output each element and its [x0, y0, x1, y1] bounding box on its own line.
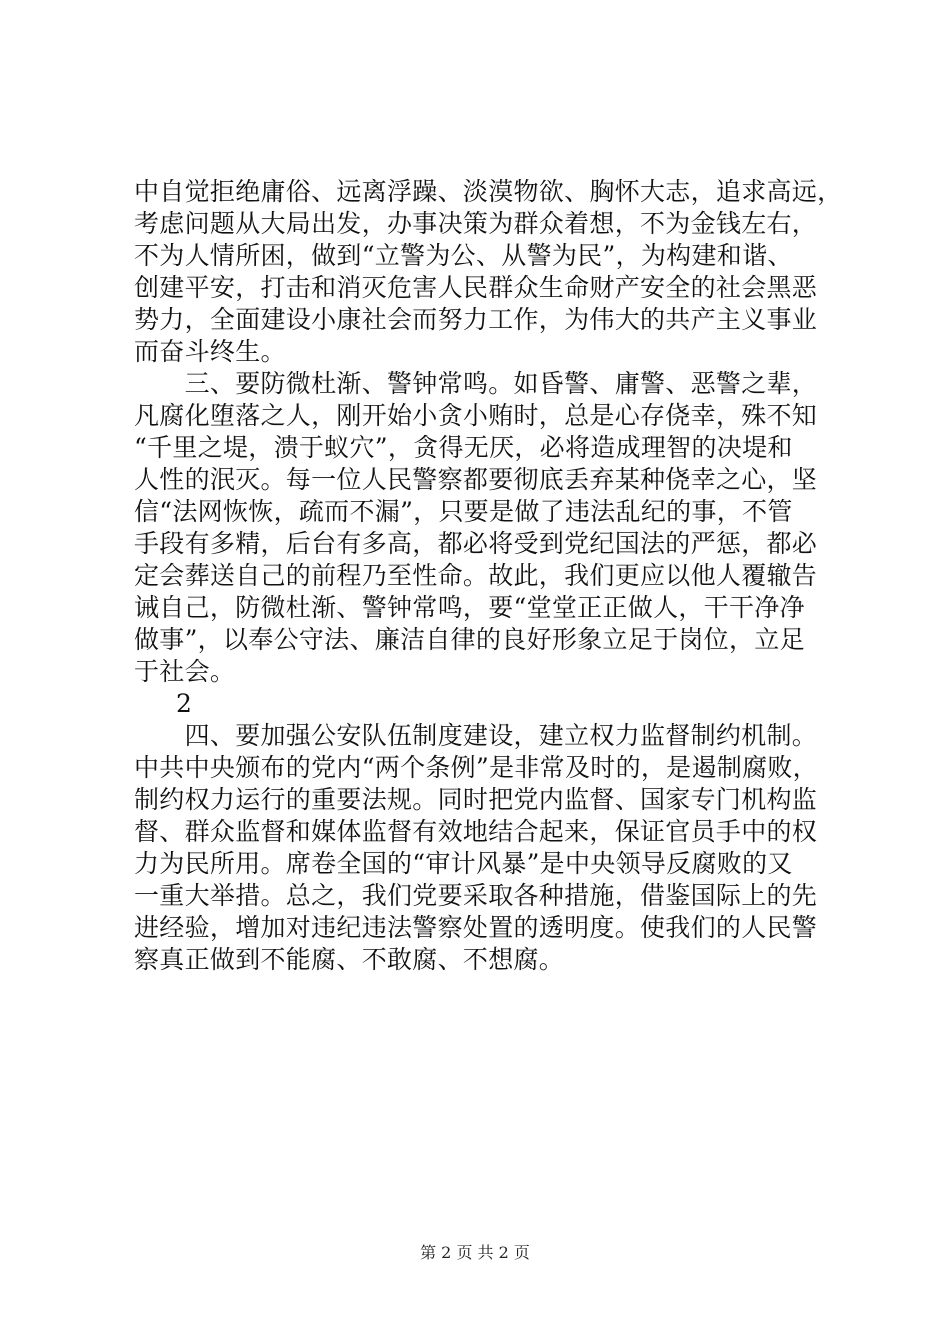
body-line: 不为人情所困，做到“立警为公、从警为民”，为构建和谐、	[134, 241, 793, 270]
body-line: 一重大举措。总之，我们党要采取各种措施，借鉴国际上的先	[134, 881, 818, 910]
body-line: 信“法网恢恢，疏而不漏”，只要是做了违法乱纪的事，不管	[134, 497, 793, 526]
body-line: 考虑问题从大局出发，办事决策为群众着想，不为金钱左右，	[134, 209, 818, 238]
body-line: 诫自己，防微杜渐、警钟常鸣，要“堂堂正正做人，干干净净	[134, 593, 805, 622]
body-line: 中共中央颁布的党内“两个条例”是非常及时的，是遏制腐败，	[134, 753, 818, 782]
body-line: 督、群众监督和媒体监督有效地结合起来，保证官员手中的权	[134, 817, 818, 846]
body-line: 制约权力运行的重要法规。同时把党内监督、国家专门机构监	[134, 785, 818, 814]
body-line: 创建平安，打击和消灭危害人民群众生命财产安全的社会黑恶	[134, 273, 818, 302]
body-line: 凡腐化堕落之人，刚开始小贪小贿时，总是心存侥幸，殊不知	[134, 401, 818, 430]
body-line: 进经验，增加对违纪违法警察处置的透明度。使我们的人民警	[134, 913, 818, 942]
section-four-start: 四、要加强公安队伍制度建设，建立权力监督制约机制。	[134, 721, 818, 750]
body-line: 而奋斗终生。	[134, 337, 286, 366]
body-line: 做事”，以奉公守法、廉洁自律的良好形象立足于岗位，立足	[134, 625, 805, 654]
body-line: 中自觉拒绝庸俗、远离浮躁、淡漠物欲、胸怀大志，追求高远，	[134, 177, 843, 206]
body-line: 力为民所用。席卷全国的“审计风暴”是中央领导反腐败的又	[134, 849, 793, 878]
body-line: 手段有多精，后台有多高，都必将受到党纪国法的严惩，都必	[134, 529, 818, 558]
body-line: 人性的泯灭。每一位人民警察都要彻底丢弃某种侥幸之心，坚	[134, 465, 818, 494]
body-line: “千里之堤，溃于蚁穴”，贪得无厌，必将造成理智的决堤和	[134, 433, 793, 462]
body-line: 定会葬送自己的前程乃至性命。故此，我们更应以他人覆辙告	[134, 561, 818, 590]
body-line: 于社会。	[134, 657, 236, 686]
body-line: 察真正做到不能腐、不敢腐、不想腐。	[134, 945, 565, 974]
inline-page-number: 2	[176, 689, 192, 718]
section-three-start: 三、要防微杜渐、警钟常鸣。如昏警、庸警、恶警之辈，	[134, 369, 818, 398]
page-footer: 第 2 页 共 2 页	[420, 1243, 530, 1262]
body-line: 势力，全面建设小康社会而努力工作，为伟大的共产主义事业	[134, 305, 818, 334]
